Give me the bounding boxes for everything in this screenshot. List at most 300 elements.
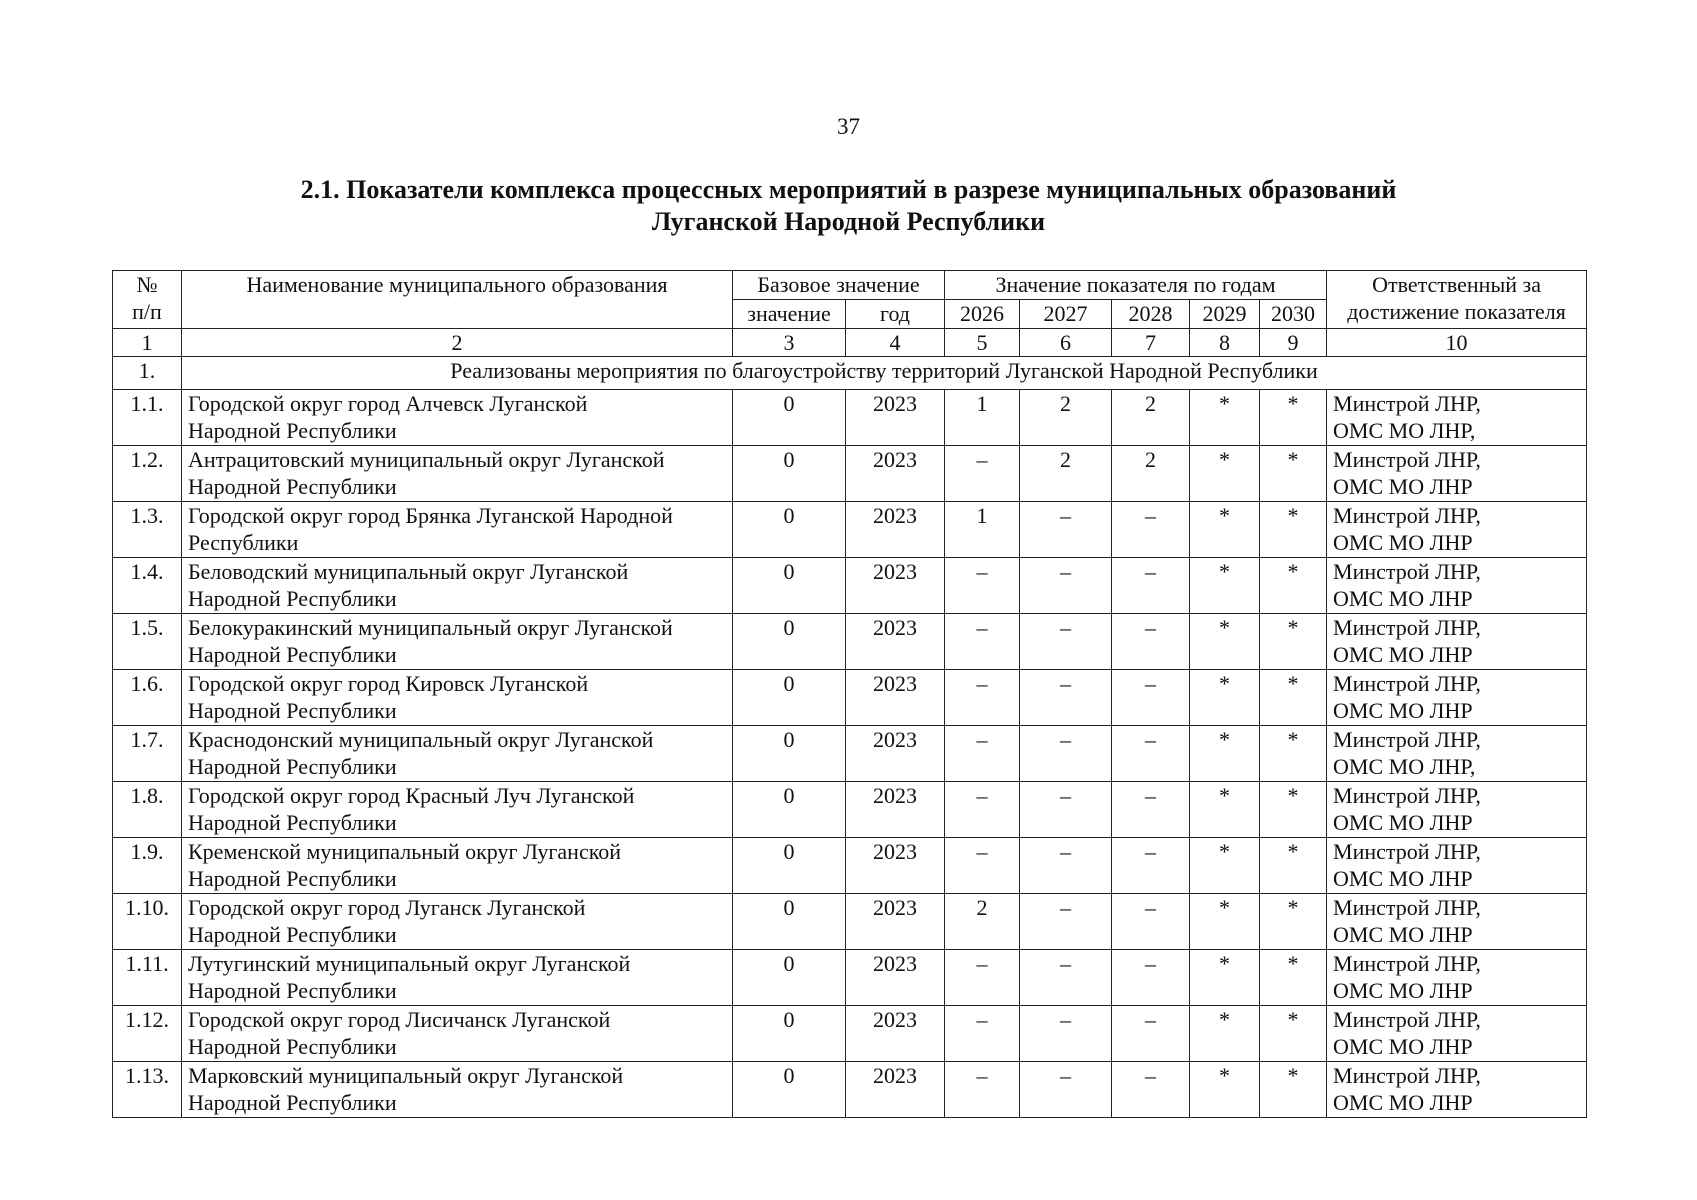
table-row bbox=[113, 614, 1587, 670]
base-year bbox=[846, 838, 945, 894]
base-year-text: 2023 bbox=[873, 783, 917, 808]
value-2028-text: – bbox=[1145, 839, 1156, 864]
table-row bbox=[113, 1062, 1587, 1118]
base-value bbox=[733, 894, 846, 950]
value-2030-text: * bbox=[1287, 671, 1299, 696]
base-year-text: 2023 bbox=[873, 559, 917, 584]
value-2030 bbox=[1260, 1006, 1327, 1062]
responsible bbox=[1327, 390, 1587, 446]
responsible-line-1: Минстрой ЛНР, bbox=[1333, 559, 1481, 584]
responsible-line-2: ОМС МО ЛНР bbox=[1333, 530, 1473, 555]
base-value-text: 0 bbox=[783, 783, 795, 808]
base-year-text: 2023 bbox=[873, 1007, 917, 1032]
responsible bbox=[1327, 446, 1587, 502]
column-number: 2 bbox=[182, 329, 733, 357]
header-year-2028: 2028 bbox=[1112, 300, 1190, 329]
row-index-text: 1.3. bbox=[130, 503, 164, 528]
row-index bbox=[113, 950, 182, 1006]
responsible bbox=[1327, 950, 1587, 1006]
responsible-line-1: Минстрой ЛНР, bbox=[1333, 951, 1481, 976]
value-2029 bbox=[1190, 1062, 1260, 1118]
header-year-2026: 2026 bbox=[945, 300, 1020, 329]
responsible bbox=[1327, 838, 1587, 894]
base-value bbox=[733, 1006, 846, 1062]
row-index-text: 1.12. bbox=[125, 1007, 169, 1032]
column-number: 1 bbox=[113, 329, 182, 357]
base-value bbox=[733, 838, 846, 894]
row-index-text: 1.10. bbox=[125, 895, 169, 920]
value-2026-text: – bbox=[976, 671, 988, 696]
column-number: 5 bbox=[945, 329, 1020, 357]
value-2029 bbox=[1190, 726, 1260, 782]
municipality-name-line-2: Народной Республики bbox=[188, 586, 397, 611]
value-2028 bbox=[1112, 726, 1190, 782]
value-2027 bbox=[1020, 614, 1112, 670]
value-2030 bbox=[1260, 950, 1327, 1006]
value-2027 bbox=[1020, 838, 1112, 894]
value-2030 bbox=[1260, 446, 1327, 502]
value-2030 bbox=[1260, 502, 1327, 558]
municipality-name-line-2: Народной Республики bbox=[188, 978, 397, 1003]
base-year-text: 2023 bbox=[873, 839, 917, 864]
base-year-text: 2023 bbox=[873, 727, 917, 752]
value-2030-text: * bbox=[1287, 783, 1299, 808]
column-number: 9 bbox=[1260, 329, 1327, 357]
header-base-value: Базовое значение bbox=[733, 271, 945, 300]
value-2027 bbox=[1020, 782, 1112, 838]
page-title-line-2: Луганской Народной Республики bbox=[651, 207, 1046, 236]
base-value-text: 0 bbox=[783, 895, 795, 920]
value-2028-text: – bbox=[1145, 1007, 1156, 1032]
value-2027-text: – bbox=[1060, 1063, 1071, 1088]
row-index bbox=[113, 726, 182, 782]
responsible-line-2: ОМС МО ЛНР bbox=[1333, 474, 1473, 499]
municipality-name bbox=[182, 1062, 733, 1118]
header-base-value-year: год bbox=[846, 300, 945, 329]
responsible-line-1: Минстрой ЛНР, bbox=[1333, 783, 1481, 808]
value-2026-text: – bbox=[976, 559, 988, 584]
value-2027-text: – bbox=[1060, 783, 1071, 808]
responsible-line-2: ОМС МО ЛНР bbox=[1333, 586, 1473, 611]
value-2030-text: * bbox=[1287, 391, 1299, 416]
value-2029 bbox=[1190, 614, 1260, 670]
row-index bbox=[113, 558, 182, 614]
value-2029-text: * bbox=[1219, 839, 1230, 864]
value-2027 bbox=[1020, 558, 1112, 614]
value-2028 bbox=[1112, 614, 1190, 670]
municipality-name-line-1: Беловодский муниципальный округ Луганской bbox=[188, 559, 629, 584]
base-year bbox=[846, 390, 945, 446]
row-index-text: 1.13. bbox=[125, 1063, 169, 1088]
value-2026-text: – bbox=[976, 783, 988, 808]
municipality-name bbox=[182, 726, 733, 782]
value-2026-text: – bbox=[976, 1007, 988, 1032]
value-2030-text: * bbox=[1287, 895, 1299, 920]
base-year-text: 2023 bbox=[873, 895, 917, 920]
row-index-text: 1.6. bbox=[130, 671, 164, 696]
value-2026 bbox=[945, 502, 1020, 558]
value-2026-text: – bbox=[976, 615, 988, 640]
base-value bbox=[733, 726, 846, 782]
municipality-name-line-1: Антрацитовский муниципальный округ Луганской bbox=[188, 447, 665, 472]
base-value bbox=[733, 950, 846, 1006]
value-2030 bbox=[1260, 614, 1327, 670]
responsible-line-1: Минстрой ЛНР, bbox=[1333, 839, 1481, 864]
base-year-text: 2023 bbox=[873, 1063, 917, 1088]
value-2030-text: * bbox=[1287, 1063, 1299, 1088]
municipality-name-line-2: Народной Республики bbox=[188, 922, 397, 947]
responsible bbox=[1327, 614, 1587, 670]
value-2026 bbox=[945, 558, 1020, 614]
value-2026-text: – bbox=[976, 839, 988, 864]
responsible-line-2: ОМС МО ЛНР bbox=[1333, 698, 1473, 723]
base-year-text: 2023 bbox=[873, 447, 917, 472]
base-value-text: 0 bbox=[783, 391, 795, 416]
row-index bbox=[113, 838, 182, 894]
municipality-name-line-2: Народной Республики bbox=[188, 810, 397, 835]
responsible-line-1: Минстрой ЛНР, bbox=[1333, 895, 1481, 920]
value-2030-text: * bbox=[1287, 503, 1299, 528]
header-index-line-2: п/п bbox=[132, 299, 162, 324]
header-year-2027: 2027 bbox=[1020, 300, 1112, 329]
base-year bbox=[846, 502, 945, 558]
municipality-name-line-2: Народной Республики bbox=[188, 754, 397, 779]
municipality-name-line-1: Городской округ город Алчевск Луганской bbox=[188, 391, 588, 416]
municipality-name-line-2: Народной Республики bbox=[188, 1034, 397, 1059]
column-numbers-row bbox=[113, 329, 1587, 357]
value-2026 bbox=[945, 1062, 1020, 1118]
base-year bbox=[846, 446, 945, 502]
value-2029-text: * bbox=[1219, 503, 1230, 528]
base-year bbox=[846, 894, 945, 950]
municipality-name-line-1: Городской округ город Брянка Луганской Народной bbox=[188, 503, 673, 528]
municipality-name bbox=[182, 782, 733, 838]
value-2029-text: * bbox=[1219, 1063, 1230, 1088]
value-2029-text: * bbox=[1219, 727, 1230, 752]
municipality-name-line-2: Республики bbox=[188, 530, 299, 555]
municipality-name bbox=[182, 950, 733, 1006]
base-value bbox=[733, 558, 846, 614]
value-2030-text: * bbox=[1287, 447, 1299, 472]
row-index-text: 1.7. bbox=[130, 727, 164, 752]
responsible bbox=[1327, 502, 1587, 558]
value-2026 bbox=[945, 1006, 1020, 1062]
table-row bbox=[113, 446, 1587, 502]
row-index bbox=[113, 670, 182, 726]
value-2029 bbox=[1190, 894, 1260, 950]
responsible-line-1: Минстрой ЛНР, bbox=[1333, 615, 1481, 640]
value-2026 bbox=[945, 782, 1020, 838]
municipality-name-line-1: Городской округ город Лисичанск Луганской bbox=[188, 1007, 611, 1032]
column-number: 10 bbox=[1327, 329, 1587, 357]
responsible bbox=[1327, 558, 1587, 614]
value-2026-text: – bbox=[976, 727, 988, 752]
base-year bbox=[846, 726, 945, 782]
base-value-text: 0 bbox=[783, 559, 795, 584]
value-2029-text: * bbox=[1219, 615, 1230, 640]
base-value-text: 0 bbox=[783, 503, 795, 528]
municipality-name bbox=[182, 894, 733, 950]
row-index-text: 1.8. bbox=[130, 783, 164, 808]
header-municipality-name: Наименование муниципального образования bbox=[182, 271, 733, 329]
value-2027-text: – bbox=[1060, 895, 1071, 920]
row-index-text: 1.4. bbox=[130, 559, 164, 584]
value-2029-text: * bbox=[1219, 951, 1230, 976]
value-2027-text: 2 bbox=[1060, 447, 1071, 472]
value-2030-text: * bbox=[1287, 839, 1299, 864]
value-2028-text: – bbox=[1145, 559, 1156, 584]
value-2028 bbox=[1112, 390, 1190, 446]
header-values-by-year: Значение показателя по годам bbox=[945, 271, 1327, 300]
header-base-value-value: значение bbox=[733, 300, 846, 329]
section-title: Реализованы мероприятия по благоустройству территорий Луганской Народной Республики bbox=[182, 357, 1587, 390]
value-2028-text: – bbox=[1145, 783, 1156, 808]
value-2028 bbox=[1112, 782, 1190, 838]
value-2030-text: * bbox=[1287, 727, 1299, 752]
row-index bbox=[113, 446, 182, 502]
responsible bbox=[1327, 726, 1587, 782]
value-2028 bbox=[1112, 558, 1190, 614]
value-2029 bbox=[1190, 782, 1260, 838]
value-2028 bbox=[1112, 446, 1190, 502]
responsible-line-2: ОМС МО ЛНР bbox=[1333, 810, 1473, 835]
value-2030 bbox=[1260, 726, 1327, 782]
value-2026 bbox=[945, 446, 1020, 502]
value-2027 bbox=[1020, 894, 1112, 950]
row-index-text: 1.1. bbox=[130, 391, 164, 416]
value-2026 bbox=[945, 670, 1020, 726]
municipality-name bbox=[182, 614, 733, 670]
header-index bbox=[113, 271, 182, 329]
municipality-name bbox=[182, 390, 733, 446]
base-value-text: 0 bbox=[783, 951, 795, 976]
municipality-name-line-1: Городской округ город Кировск Луганской bbox=[188, 671, 589, 696]
base-value bbox=[733, 782, 846, 838]
row-index bbox=[113, 614, 182, 670]
table-row bbox=[113, 726, 1587, 782]
responsible bbox=[1327, 1006, 1587, 1062]
responsible bbox=[1327, 1062, 1587, 1118]
municipality-name-line-2: Народной Республики bbox=[188, 866, 397, 891]
row-index-text: 1.2. bbox=[130, 447, 164, 472]
base-value-text: 0 bbox=[783, 671, 795, 696]
value-2029 bbox=[1190, 446, 1260, 502]
municipality-name-line-1: Краснодонский муниципальный округ Луганской bbox=[188, 727, 654, 752]
value-2027 bbox=[1020, 1006, 1112, 1062]
value-2028 bbox=[1112, 950, 1190, 1006]
row-index-text: 1.5. bbox=[130, 615, 164, 640]
value-2028-text: – bbox=[1145, 671, 1156, 696]
base-year-text: 2023 bbox=[873, 671, 917, 696]
value-2026-text: 2 bbox=[976, 895, 988, 920]
value-2026 bbox=[945, 726, 1020, 782]
table-row bbox=[113, 894, 1587, 950]
value-2030 bbox=[1260, 558, 1327, 614]
table-row bbox=[113, 670, 1587, 726]
value-2028-text: – bbox=[1145, 951, 1156, 976]
row-index bbox=[113, 1006, 182, 1062]
value-2028-text: – bbox=[1145, 727, 1156, 752]
table-row bbox=[113, 390, 1587, 446]
municipality-name-line-2: Народной Республики bbox=[188, 698, 397, 723]
responsible-line-1: Минстрой ЛНР, bbox=[1333, 447, 1481, 472]
table-row bbox=[113, 558, 1587, 614]
value-2028-text: 2 bbox=[1145, 447, 1156, 472]
value-2030-text: * bbox=[1287, 1007, 1299, 1032]
base-year-text: 2023 bbox=[873, 615, 917, 640]
value-2028-text: – bbox=[1145, 1063, 1156, 1088]
base-year bbox=[846, 670, 945, 726]
base-value bbox=[733, 446, 846, 502]
municipality-name-line-1: Городской округ город Луганск Луганской bbox=[188, 895, 586, 920]
value-2027 bbox=[1020, 726, 1112, 782]
row-index bbox=[113, 502, 182, 558]
value-2029-text: * bbox=[1219, 559, 1230, 584]
municipality-name bbox=[182, 446, 733, 502]
municipality-name-line-1: Белокуракинский муниципальный округ Луганской bbox=[188, 615, 673, 640]
base-value-text: 0 bbox=[783, 447, 795, 472]
base-year bbox=[846, 614, 945, 670]
base-year bbox=[846, 782, 945, 838]
value-2030-text: * bbox=[1287, 615, 1299, 640]
value-2030-text: * bbox=[1287, 951, 1299, 976]
responsible-line-1: Минстрой ЛНР, bbox=[1333, 671, 1481, 696]
header-year-2030: 2030 bbox=[1260, 300, 1327, 329]
value-2026 bbox=[945, 894, 1020, 950]
value-2027 bbox=[1020, 950, 1112, 1006]
page-number: 37 bbox=[837, 114, 860, 139]
responsible-line-1: Минстрой ЛНР, bbox=[1333, 503, 1481, 528]
value-2029-text: * bbox=[1219, 783, 1230, 808]
row-index bbox=[113, 1062, 182, 1118]
base-year bbox=[846, 1006, 945, 1062]
table-row bbox=[113, 838, 1587, 894]
value-2027 bbox=[1020, 670, 1112, 726]
value-2029-text: * bbox=[1219, 671, 1230, 696]
base-year bbox=[846, 950, 945, 1006]
value-2026-text: – bbox=[976, 447, 988, 472]
value-2029 bbox=[1190, 390, 1260, 446]
row-index-text: 1.9. bbox=[130, 839, 164, 864]
municipality-name-line-1: Городской округ город Красный Луч Луганской bbox=[188, 783, 635, 808]
municipality-name bbox=[182, 558, 733, 614]
table-row bbox=[113, 1006, 1587, 1062]
value-2027-text: – bbox=[1060, 559, 1071, 584]
municipality-name-line-1: Лутугинский муниципальный округ Луганской bbox=[188, 951, 631, 976]
base-value-text: 0 bbox=[783, 1063, 795, 1088]
table-row bbox=[113, 950, 1587, 1006]
municipality-name bbox=[182, 670, 733, 726]
table-row bbox=[113, 782, 1587, 838]
value-2028 bbox=[1112, 894, 1190, 950]
value-2028 bbox=[1112, 1006, 1190, 1062]
municipality-name bbox=[182, 838, 733, 894]
base-value-text: 0 bbox=[783, 839, 795, 864]
base-value bbox=[733, 614, 846, 670]
column-number: 7 bbox=[1112, 329, 1190, 357]
page-title-line-1: 2.1. Показатели комплекса процессных мероприятий в разрезе муниципальных образований bbox=[300, 175, 1397, 204]
header-index-line-1: № bbox=[136, 272, 158, 297]
base-value bbox=[733, 502, 846, 558]
value-2029 bbox=[1190, 838, 1260, 894]
municipality-name-line-2: Народной Республики bbox=[188, 418, 397, 443]
value-2027 bbox=[1020, 390, 1112, 446]
value-2028-text: 2 bbox=[1145, 391, 1156, 416]
value-2028 bbox=[1112, 670, 1190, 726]
value-2028 bbox=[1112, 838, 1190, 894]
value-2029-text: * bbox=[1219, 895, 1230, 920]
row-index bbox=[113, 782, 182, 838]
value-2030-text: * bbox=[1287, 559, 1299, 584]
value-2028-text: – bbox=[1145, 615, 1156, 640]
page-title bbox=[0, 174, 1697, 238]
value-2027-text: – bbox=[1060, 503, 1071, 528]
responsible bbox=[1327, 782, 1587, 838]
value-2026-text: 1 bbox=[976, 391, 988, 416]
indicators-table bbox=[112, 270, 1587, 1118]
responsible-line-2: ОМС МО ЛНР bbox=[1333, 978, 1473, 1003]
municipality-name-line-2: Народной Республики bbox=[188, 474, 397, 499]
responsible-line-2: ОМС МО ЛНР bbox=[1333, 1090, 1473, 1115]
responsible-line-1: Минстрой ЛНР, bbox=[1333, 727, 1481, 752]
table-row bbox=[113, 502, 1587, 558]
responsible bbox=[1327, 670, 1587, 726]
value-2027-text: – bbox=[1060, 615, 1071, 640]
responsible-line-1: Минстрой ЛНР, bbox=[1333, 1007, 1481, 1032]
header-responsible-line-2: достижение показателя bbox=[1347, 299, 1566, 324]
responsible bbox=[1327, 894, 1587, 950]
section-index: 1. bbox=[113, 357, 182, 390]
value-2028 bbox=[1112, 502, 1190, 558]
responsible-line-2: ОМС МО ЛНР bbox=[1333, 1034, 1473, 1059]
value-2027-text: – bbox=[1060, 671, 1071, 696]
column-number: 3 bbox=[733, 329, 846, 357]
base-year-text: 2023 bbox=[873, 951, 917, 976]
value-2030 bbox=[1260, 670, 1327, 726]
value-2027-text: – bbox=[1060, 1007, 1071, 1032]
value-2026-text: 1 bbox=[976, 503, 988, 528]
value-2030 bbox=[1260, 1062, 1327, 1118]
column-number: 4 bbox=[846, 329, 945, 357]
value-2026 bbox=[945, 614, 1020, 670]
base-value-text: 0 bbox=[783, 615, 795, 640]
base-year bbox=[846, 1062, 945, 1118]
responsible-line-2: ОМС МО ЛНР bbox=[1333, 922, 1473, 947]
value-2028 bbox=[1112, 1062, 1190, 1118]
header-year-2029: 2029 bbox=[1190, 300, 1260, 329]
value-2026-text: – bbox=[976, 951, 988, 976]
value-2027-text: – bbox=[1060, 839, 1071, 864]
base-value bbox=[733, 670, 846, 726]
value-2030 bbox=[1260, 782, 1327, 838]
responsible-line-1: Минстрой ЛНР, bbox=[1333, 391, 1481, 416]
value-2029-text: * bbox=[1219, 1007, 1230, 1032]
value-2029 bbox=[1190, 1006, 1260, 1062]
municipality-name-line-1: Марковский муниципальный округ Луганской bbox=[188, 1063, 624, 1088]
row-index bbox=[113, 390, 182, 446]
municipality-name bbox=[182, 502, 733, 558]
value-2028-text: – bbox=[1145, 895, 1156, 920]
value-2026-text: – bbox=[976, 1063, 988, 1088]
value-2029 bbox=[1190, 670, 1260, 726]
header-responsible bbox=[1327, 271, 1587, 329]
value-2026 bbox=[945, 950, 1020, 1006]
value-2027-text: – bbox=[1060, 727, 1071, 752]
responsible-line-2: ОМС МО ЛНР, bbox=[1333, 754, 1476, 779]
value-2030 bbox=[1260, 894, 1327, 950]
row-index-text: 1.11. bbox=[125, 951, 169, 976]
municipality-name-line-1: Кременской муниципальный округ Луганской bbox=[188, 839, 622, 864]
